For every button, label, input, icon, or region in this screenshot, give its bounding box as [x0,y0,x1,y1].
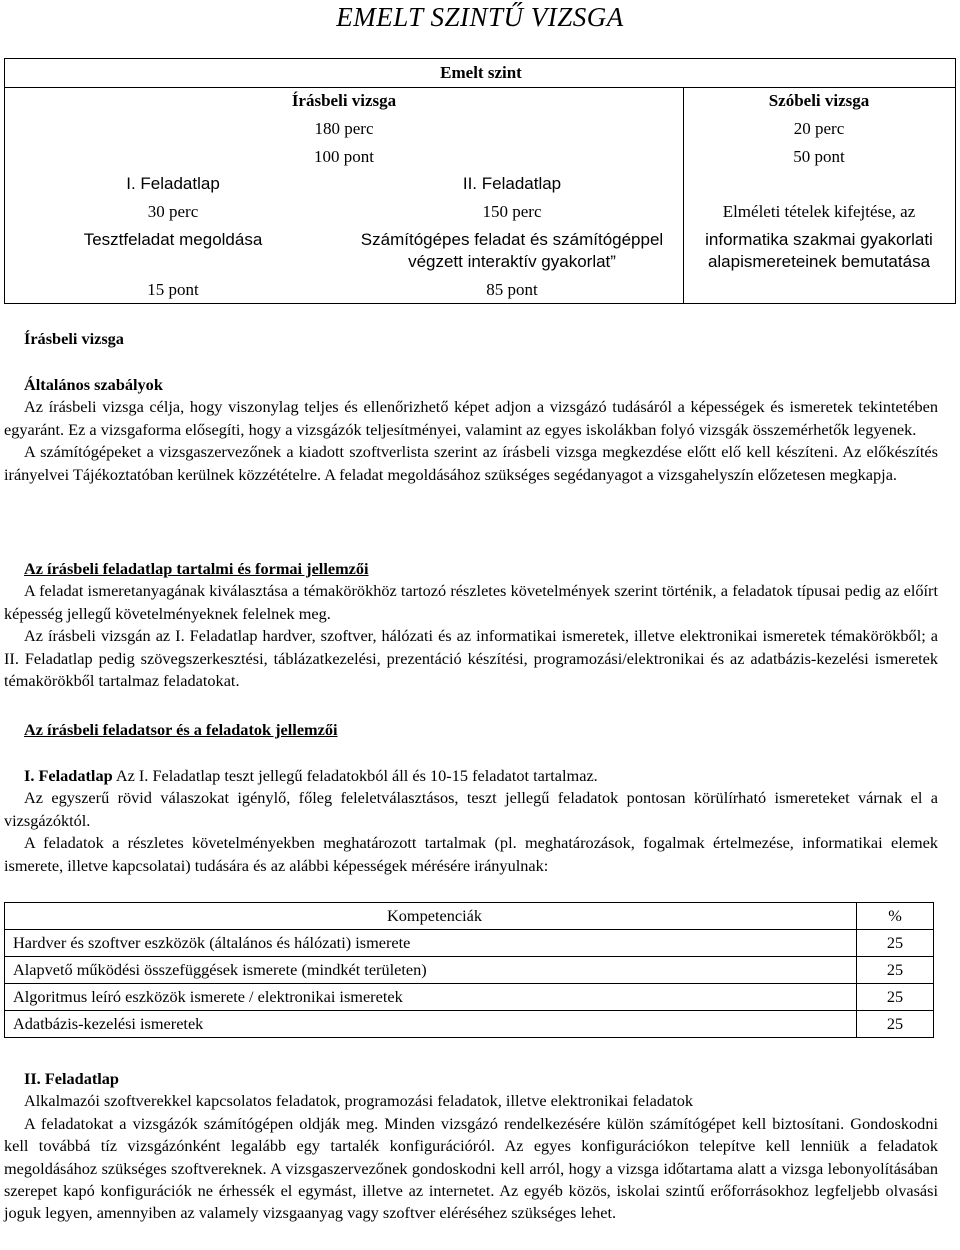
exam-summary-table [4,58,956,304]
competence-name: Hardver és szoftver eszközök (általános és hálózati) ismerete [5,930,857,957]
summary-divider-horizontal [5,87,955,88]
competence-name: Alapvető működési összefüggések ismerete (mindkét területen) [5,957,857,984]
written-exam-section [4,328,938,350]
written-exam-title: Írásbeli vizsga [291,91,397,110]
competence-header-percent: % [857,903,934,930]
sheet1-title: I. Feladatlap [126,174,220,193]
page-title: EMELT SZINTŰ VIZSGA [336,2,624,32]
level-title: Emelt szint [440,63,522,82]
written-time: 180 perc [314,119,374,138]
sheet2-title: II. Feladatlap [462,174,562,193]
competence-name: Adatbázis-kezelési ismeretek [5,1011,857,1038]
sheet1-paragraph-2: Az egyszerű rövid válaszokat igénylő, főleg feleletválasztásos, teszt jellegű feladatok pontosan körülírható ismereteket várnak el a vizsgázóktól. [4,788,938,830]
written-exam-heading: Írásbeli vizsga [24,329,124,348]
sheet2-points: 85 pont [486,280,538,299]
general-rules-section [4,374,938,486]
competence-header-name: Kompetenciák [5,903,857,930]
content-paragraph-2: Az írásbeli vizsgán az I. Feladatlap hardver, szoftver, hálózati és az informatikai ismeretek, illetve elektronikai ismeretek témakörökből; a II. Feladatlap pedig szövegszerkesztési, táblázatkezelési, prezentáció készítési, programozási/elektronikai és az adatbázis-kezelési ismeretek témakörökből tartalmaz feladatokat. [4,626,938,691]
table-row [5,1011,934,1038]
competence-table [4,902,934,1038]
sheet2-section [4,1068,938,1225]
sheet1-label: I. Feladatlap [24,766,113,785]
sheet1-task: Tesztfeladat megoldása [83,230,263,249]
table-row [5,930,934,957]
oral-description-line1: Elméleti tételek kifejtése, az [722,202,916,221]
task-characteristics-section [4,719,938,741]
general-rules-paragraph-2: A számítógépeket a vizsgaszervezőnek a kiadott szoftverlista szerint az írásbeli vizsga megkezdése előtt elő kell készíteni. Az előkészítés irányelvei Tájékoztatóban kerülnek közzétételre. A feladat megoldásához szükséges segédanyagot a vizsgahelyszín előzetesen megkapja. [4,442,938,484]
sheet2-paragraph-1: Alkalmazói szoftverekkel kapcsolatos feladatok, programozási feladatok, illetve elektronikai feladatok [24,1091,694,1111]
oral-points: 50 pont [793,147,845,166]
oral-time: 20 perc [793,119,845,138]
content-paragraph-1: A feladat ismeretanyagának kiválasztása a témakörökhöz tartozó részletes követelmények szerint történik, a feladatok típusai pedig az előírt képesség jellegű követelményeknek felelnek meg. [4,581,938,623]
sheet1-section [4,765,938,877]
competence-percent: 25 [857,930,934,957]
sheet2-paragraph-2: A feladatokat a vizsgázók számítógépen oldják meg. Minden vizsgázó rendelkezésére külön számítógépet kell biztosítani. Gondoskodni kell továbbá tíz vizsgázónként legalább egy tartalék konfigurációról. Az egyes konfigurációkon telepítve kell lenniük a feladatok megoldásához szükséges szoftvereknek. A vizsgaszervezőnek gondoskodni kell arról, hogy a vizsga időtartama alatt a vizsga lebonyolításában szerepet kapó konfigurációk ne érhessék el egymást, illetve az internetet. Az egyéb közös, iskolai szintű erőforrásokhoz legfeljebb olvasási joguk legyen, amennyiben az valamely vizsgaanyag vagy szoftver eléréséhez szükséges lehet. [4,1113,938,1223]
sheet2-label: II. Feladatlap [24,1069,119,1088]
competence-percent: 25 [857,1011,934,1038]
oral-description-line3: alapismereteinek bemutatása [707,252,931,271]
sheet1-points: 15 pont [147,280,199,299]
competence-name: Algoritmus leíró eszközök ismerete / elektronikai ismeretek [5,984,857,1011]
task-characteristics-heading: Az írásbeli feladatsor és a feladatok jellemzői [24,720,338,739]
sheet2-task-line2: végzett interaktív gyakorlat” [408,252,616,271]
competence-percent: 25 [857,984,934,1011]
general-rules-heading: Általános szabályok [24,375,163,394]
oral-description-line2: informatika szakmai gyakorlati [705,230,933,249]
sheet2-task-line1: Számítógépes feladat és számítógéppel [360,230,664,249]
competence-table-header [5,903,934,930]
sheet2-time: 150 perc [482,202,542,221]
table-row [5,984,934,1011]
content-characteristics-section [4,558,938,692]
table-row [5,957,934,984]
sheet1-paragraph-1: Az I. Feladatlap teszt jellegű feladatokból áll és 10-15 feladatot tartalmaz. [112,766,598,785]
written-points: 100 pont [314,147,374,166]
sheet1-paragraph-3: A feladatok a részletes követelményekben meghatározott tartalmak (pl. meghatározások, fogalmak értelmezése, informatikai elemek ismerete, illetve kapcsolatai) tudására és az alábbi képességek mérésére irányulnak: [4,833,938,875]
competence-percent: 25 [857,957,934,984]
sheet1-time: 30 perc [147,202,199,221]
general-rules-paragraph-1: Az írásbeli vizsga célja, hogy viszonylag teljes és ellenőrizhető képet adjon a vizsgázó tudásáról a képességek és ismeretek tekintetében egyaránt. Ez a vizsgaforma elősegíti, hogy a vizsgázók teljesítményei, valamint az egyes iskolákban folyó vizsgák összemérhetők legyenek. [4,397,938,439]
oral-exam-title: Szóbeli vizsga [768,91,870,110]
content-characteristics-heading: Az írásbeli feladatlap tartalmi és formai jellemzői [24,559,369,578]
